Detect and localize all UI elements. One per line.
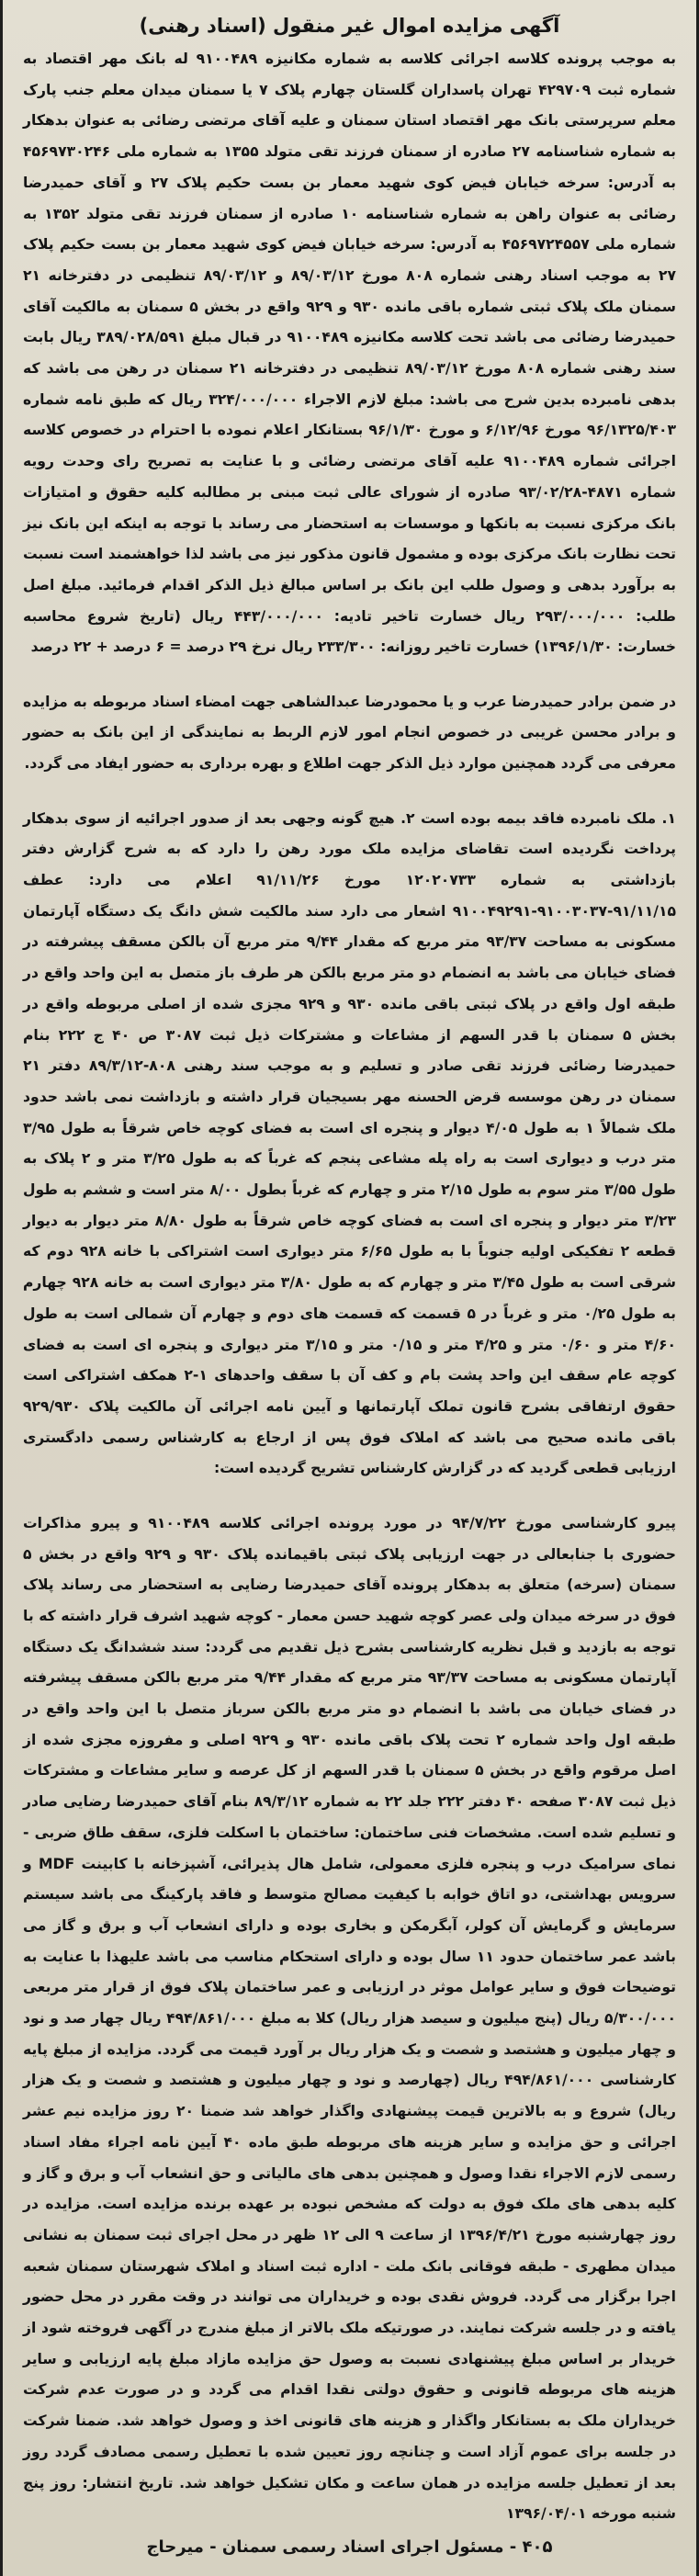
notice-title: آگهی مزایده اموال غیر منقول (اسناد رهنی) [139,15,560,37]
notice-paragraph-property-description: ۱. ملک نامبرده فاقد بیمه بوده است ۲. هیچ گونه وجهی بعد از صدور اجرائیه از سوی بدهکار پرداخت نگردیده است تقاضای مزایده ملک مورد رهن را دارد که به شرح گزارش دفتر بازداشتی به شماره ۱۲۰۲۰۷۳۳ مورخ ۹۱/۱۱/۲۶ اعلام می دارد: عطف ۹۱/۱۱/۱۵-۹۱۰۰۳۰۳۷-۹۱۰۰۴۹۲۹۱ اشعار می دارد سند مالکیت شش دانگ یک دستگاه آپارتمان مسکونی به مساحت ۹۳/۳۷ متر مربع که مقدار ۹/۴۴ متر مربع آن بالکن مسقف پیشرفته در فضای خیابان می باشد به انضمام دو متر مربع بالکن هر طرف باز متصل به این واحد واقع در طبقه اول واقع در پلاک ثبتی باقی مانده ۹۳۰ و ۹۲۹ مجزی شده از اصلی مربوطه واقع در بخش ۵ سمنان با قدر السهم از مشاعات و مشترکات ذیل ثبت ۳۰۸۷ ص ۴۰ ج ۲۲۲ بنام حمیدرضا رضائی فرزند تقی صادر و تسلیم و به موجب سند رهنی ۸۰۸-۸۹/۳/۱۲ دفتر ۲۱ سمنان در رهن موسسه قرض الحسنه مهر بسیجیان قرار داشته و بازداشت نمی باشد حدود ملک شمالاً ۱ به طول ۴/۰۵ دیوار و پنجره ای است به فضای کوچه خاص شرقاً به طول ۳/۹۵ متر درب و دیواری است به راه پله مشاعی پنجم که غرباً که به طول ۳/۲۵ متر و ۲ پلاک به طول ۳/۵۵ متر سوم به طول ۲/۱۵ متر و چهارم که غرباً بطول ۸/۰۰ متر است و ششم به طول ۳/۲۳ متر دیوار و پنجره ای است به فضای کوچه خاص شرقاً به طول ۸/۸۰ متر دیوار به دیوار قطعه ۲ تفکیکی اولیه جنوباً با به طول ۶/۶۵ متر دیواری است اشتراکی با خانه ۹۲۸ دوم که شرقی است به طول ۳/۴۵ متر و چهارم که به طول ۳/۸۰ متر دیواری است به خانه ۹۲۸ چهارم به طول ۰/۲۵ متر و غرباً در ۵ قسمت که قسمت های دوم و چهارم آن شمالی است به طول ۴/۶۰ متر و ۰/۶۰ متر و ۴/۲۵ متر و ۰/۱۵ متر و ۳/۱۵ متر دیواری و پنجره ای است به فضای کوچه عام سقف این واحد پشت بام و کف آن با سقف واحدهای ۱-۲ همکف اشتراکی است حقوق ارتفاقی بشرح قانون تملک آپارتمانها و آیین نامه اجرائی آن مالکیت پلاک ۹۲۹/۹۳۰ باقی مانده صحیح می باشد که املاک فوق پس از ارجاع به کارشناس رسمی دادگستری ارزیابی قطعی گردید که در گزارش کارشناس تشریح گردیده است: [23,809,677,1477]
notice-paragraph-representatives: در ضمن برادر حمیدرضا عرب و یا محمودرضا عبدالشاهی جهت امضاء اسناد مربوطه به مزایده و برادر محسن غریبی در خصوص انجام امور لازم الربط به نمایندگی از این بانک به حضور معرفی می گردد همچنین موارد ذیل الذکر جهت اطلاع و بهره برداری به حضور ایفاد می گردد. [23,693,676,773]
notice-signature: ۴۰۵ - مسئول اجرای اسناد رسمی سمنان - میرحاج [146,2537,553,2557]
notice-body [23,44,676,2530]
notice-paragraph-case-details: به موجب پرونده کلاسه اجرائی کلاسه به شماره مکانیزه ۹۱۰۰۴۸۹ له بانک مهر اقتصاد به شماره ثبت ۴۲۹۷۰۹ تهران پاسداران گلستان چهارم پلاک ۷ یا سمنان میدان معلم جنب پارک معلم سرپرستی بانک مهر اقتصاد استان سمنان و علیه آقای مرتضی رضائی به عنوان بدهکار به شماره شناسنامه ۲۷ صادره از سمنان فرزند تقی متولد ۱۳۵۵ به شماره ملی ۴۵۶۹۷۳۰۲۴۶ به آدرس: سرخه خیابان فیض کوی شهید معمار بن بست حکیم پلاک ۲۷ و آقای حمیدرضا رضائی به عنوان راهن به شماره شناسنامه ۱۰ صادره از سمنان فرزند تقی متولد ۱۳۵۲ به شماره ملی ۴۵۶۹۷۲۴۵۵۷ به آدرس: سرخه خیابان فیض کوی شهید معمار بن بست حکیم پلاک ۲۷ به موجب اسناد رهنی شماره ۸۰۸ مورخ ۸۹/۰۳/۱۲ و ۸۹/۰۳/۱۲ تنظیمی در دفترخانه ۲۱ سمنان ملک پلاک ثبتی شماره باقی مانده ۹۳۰ و ۹۲۹ واقع در بخش ۵ سمنان به مالکیت آقای حمیدرضا رضائی می باشد تحت کلاسه مکانیزه ۹۱۰۰۴۸۹ در قبال مبلغ ۳۸۹/۰۲۸/۵۹۱ ریال بابت سند رهنی شماره ۸۰۸ مورخ ۸۹/۰۳/۱۲ تنظیمی در دفترخانه ۲۱ سمنان در رهن می باشد که بدهی نامبرده بدین شرح می باشد: مبلغ لازم الاجراء ۳۲۴/۰۰۰/۰۰۰ ریال که طبق نامه شماره ۹۶/۱۳۲۵/۴۰۳ مورخ ۶/۱۲/۹۶ و مورخ ۹۶/۱/۳۰ بستانکار اعلام نموده با احترام در خصوص کلاسه اجرائی شماره ۹۱۰۰۴۸۹ علیه آقای مرتضی رضائی و با عنایت به تصریح رای وحدت رویه شماره ۴۸۷۱-۹۳/۰۲/۲۸ صادره از شورای عالی ثبت مبنی بر مطالبه کلیه حقوق و امتیازات بانک مرکزی نسبت به بانکها و موسسات به استحضار می رساند با توجه به اینکه این بانک نیز تحت نظارت بانک مرکزی بوده و مشمول قانون مذکور نیز می باشد لذا خواهشمند است نسبت به برآورد بدهی و وصول طلب این بانک بر اساس مبالغ ذیل الذکر اقدام فرمائید. مبلغ اصل طلب: ۲۹۳/۰۰۰/۰۰۰ ریال خسارت تاخیر تادیه: ۴۴۳/۰۰۰/۰۰۰ ریال (تاریخ شروع محاسبه خسارت: ۱۳۹۶/۱/۳۰) خسارت تاخیر روزانه: ۲۳۳/۳۰۰ ریال نرخ ۲۹ درصد = ۶ درصد + ۲۲ درصد [23,51,677,656]
notice-paragraph-appraisal-and-auction: پیرو کارشناسی مورخ ۹۴/۷/۲۲ در مورد پرونده اجرائی کلاسه ۹۱۰۰۴۸۹ و پیرو مذاکرات حضوری با جنابعالی در جهت ارزیابی پلاک ثبتی باقیمانده پلاک ۹۳۰ و ۹۲۹ واقع در بخش ۵ سمنان (سرخه) متعلق به بدهکار پرونده آقای حمیدرضا رضایی به استحضار می رساند پلاک فوق در سرخه میدان ولی عصر کوچه شهید حسن معمار - کوچه شهید اشرف قرار داشته که با توجه به بازدید و قبل نظریه کارشناسی بشرح ذیل تقدیم می گردد: سند ششدانگ یک دستگاه آپارتمان مسکونی به مساحت ۹۳/۳۷ متر مربع که مقدار ۹/۴۴ متر مربع بالکن مسقف پیشرفته در فضای خیابان می باشد با انضمام دو متر مربع بالکن سرباز متصل با این واحد واقع در طبقه اول واحد شماره ۲ تحت پلاک باقی مانده ۹۳۰ و ۹۲۹ اصلی و مفروزه مجزی شده از اصل مرقوم واقع در بخش ۵ سمنان با قدر السهم از کل عرصه و سایر مشاعات و مشترکات ذیل ثبت ۳۰۸۷ صفحه ۴۰ دفتر ۲۲۲ جلد ۲۲ به شماره ۸۹/۳/۱۲ بنام آقای حمیدرضا رضایی صادر و تسلیم شده است. مشخصات فنی ساختمان: ساختمان با اسکلت فلزی، سقف طاق ضربی - نمای سرامیک درب و پنجره فلزی معمولی، شامل هال پذیرائی، آشپزخانه با کابینت MDF و سرویس بهداشتی، دو اتاق خوابه با کیفیت مصالح متوسط و فاقد پارکینگ می باشد سیستم سرمایش و گرمایش آن کولر، آبگرمکن و بخاری بوده و دارای انشعاب آب و برق و گاز می باشد عمر ساختمان حدود ۱۱ سال بوده و دارای استحکام مناسب می باشد علیهذا با عنایت به توضیحات فوق و سایر عوامل موثر در ارزیابی و عمر ساختمان پلاک فوق از قرار متر مربعی ۵/۳۰۰/۰۰۰ ریال (پنج میلیون و سیصد هزار ریال) کلا به مبلغ ۴۹۴/۸۶۱/۰۰۰ ریال چهار صد و نود و چهار میلیون و هشتصد و شصت و یک هزار ریال بر آورد قیمت می گردد. مزایده از مبلغ پایه کارشناسی ۴۹۴/۸۶۱/۰۰۰ ریال (چهارصد و نود و چهار میلیون و هشتصد و شصت و یک هزار ریال) شروع و به بالاترین قیمت پیشنهادی واگذار خواهد شد ضمنا ۲۰ روز مزایده نیم عشر اجرائی و حق مزایده و سایر هزینه های مربوطه طبق ماده ۴۰ آیین نامه اجراء مفاد اسناد رسمی لازم الاجراء نقدا وصول و همچنین بدهی های مالیاتی و حق انشعاب آب و برق و گاز و کلیه بدهی های ملک فوق به دولت که مشخص نبوده بر عهده برنده مزایده است. مزایده در روز چهارشنبه مورخ ۱۳۹۶/۴/۲۱ از ساعت ۹ الی ۱۲ ظهر در محل اجرای ثبت سمنان به نشانی میدان مطهری - طبقه فوقانی بانک ملت - اداره ثبت اسناد و املاک شهرستان سمنان شعبه اجرا برگزار می گردد. فروش نقدی بوده و خریداران می توانند در وقت مقرر در محل حضور یافته و در جلسه شرکت نمایند. در صورتیکه ملک بالاتر از مبلغ مندرج در آگهی فروخته شود از خریدار بر اساس مبلغ پیشنهادی نسبت به وصول حق مزایده مازاد مبلغ پایه ارزیابی و سایر هزینه های مربوطه قانونی و حقوق دولتی نقدا اقدام می گردد و در صورت عدم شرکت خریداران ملک به بستانکار واگذار و هزینه های قانونی اخذ و وصول خواهد شد. ضمنا شرکت در جلسه برای عموم آزاد است و چنانچه روز تعیین شده با تعطیل رسمی مصادف گردد روز بعد از تعطیل جلسه مزایده در همان ساعت و مکان تشکیل خواهد شد. تاریخ انتشار: روز پنج شنبه مورخه ۱۳۹۶/۰۴/۰۱ [23,1514,677,2523]
